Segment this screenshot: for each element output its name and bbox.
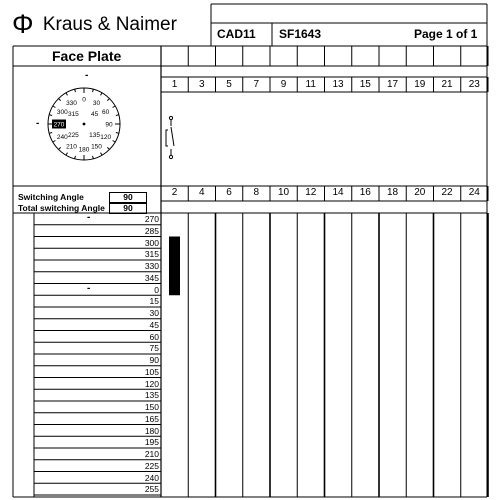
angle-label: 210 (144, 449, 159, 459)
dial-label: 150 (91, 143, 102, 151)
dial-tick (107, 99, 109, 101)
contact-number-bottom: 20 (414, 187, 426, 198)
dial-label: 315 (67, 110, 79, 118)
dial-tick (113, 141, 116, 143)
position-marker: - (87, 212, 91, 223)
contact-number-bottom: 12 (305, 187, 317, 198)
angle-label: 90 (149, 355, 159, 365)
angle-label: 240 (144, 472, 159, 483)
angle-label: 180 (144, 425, 159, 436)
angle-label: 135 (144, 390, 159, 401)
contact-number-bottom: 18 (386, 187, 399, 198)
contact-number-top: 7 (253, 79, 260, 90)
switching-angle-value: 90 (109, 192, 147, 203)
sf-code: SF1643 (279, 27, 322, 41)
total-switching-angle-value: 90 (109, 203, 147, 214)
dial-label: 180 (78, 146, 90, 154)
angle-label: 285 (144, 225, 159, 236)
contact-number-bottom: 22 (441, 187, 453, 198)
angle-label: 345 (144, 272, 159, 283)
brand-logo (12, 6, 177, 37)
dial-label: 135 (89, 132, 101, 140)
dial-tick (101, 93, 103, 96)
dial-label: 45 (90, 110, 99, 118)
angle-label: 0 (154, 284, 159, 295)
phi-symbol: Φ (12, 9, 34, 39)
dial-tick (53, 106, 56, 108)
face-plate-title: Face Plate (52, 48, 122, 64)
contact-number-bottom: 4 (198, 187, 205, 198)
dial-label: 240 (56, 134, 68, 142)
contact-number-top: 17 (386, 79, 399, 90)
dial-tick (93, 156, 94, 159)
dial-label: 0 (82, 96, 86, 104)
dial-label: 30 (92, 99, 101, 107)
angle-label: 195 (144, 437, 159, 448)
contact-number-top: 1 (171, 79, 178, 90)
dial-label: 270 (53, 121, 65, 129)
dial-tick (53, 141, 56, 143)
angle-label: 330 (144, 261, 159, 271)
angle-label: 30 (149, 308, 159, 318)
brand-name: Kraus & Naimer (42, 14, 177, 35)
dial-label: 60 (102, 109, 110, 117)
dial-tick (75, 89, 76, 92)
contact-blade (171, 127, 174, 146)
dial-tick (49, 115, 52, 116)
dial-tick (49, 133, 52, 134)
contact-number-top: 9 (280, 79, 287, 90)
angle-label: 255 (144, 484, 159, 495)
dial-tick (113, 106, 116, 108)
face-plate-dial (48, 88, 120, 160)
contact-number-top: 19 (414, 79, 426, 90)
contact-number-bottom: 6 (226, 187, 232, 198)
dial-tick (93, 89, 94, 92)
contact-symbol (166, 116, 174, 158)
dial-top-marker: - (85, 70, 89, 81)
dial-tick (59, 99, 61, 101)
dial-label: 300 (56, 109, 68, 117)
angle-label: 300 (144, 237, 159, 248)
contact-number-top: 23 (468, 79, 480, 90)
dial-tick (116, 115, 119, 116)
angle-label: 315 (144, 249, 159, 260)
angle-label: 270 (144, 214, 159, 224)
dial-label: 210 (66, 143, 77, 151)
dial-tick (107, 147, 109, 149)
total-switching-angle-label: Total switching Angle (18, 203, 105, 213)
contact-number-top: 5 (226, 79, 232, 90)
contact-number-top: 21 (441, 79, 453, 90)
angle-label: 45 (149, 319, 159, 330)
contact-number-bottom: 14 (332, 187, 344, 198)
contact-number-bottom: 16 (359, 187, 371, 198)
dial-tick (66, 93, 68, 96)
dial-label: 330 (66, 99, 77, 107)
dial-tick (66, 153, 68, 156)
contact-closed-bars (169, 237, 180, 296)
page-indicator: Page 1 of 1 (414, 27, 478, 41)
dial-tick (59, 147, 61, 149)
dial-left-marker: - (36, 118, 40, 129)
contact-number-bottom: 2 (171, 187, 178, 198)
dial-label: 90 (105, 121, 113, 129)
closed-contact-bar (169, 237, 180, 296)
angle-label: 225 (144, 460, 159, 471)
dial-tick (101, 153, 103, 156)
angle-label: 60 (149, 331, 159, 342)
contact-terminal (169, 155, 172, 158)
contact-terminal (169, 116, 172, 119)
contact-number-top: 13 (332, 79, 344, 90)
dial-tick (75, 156, 76, 159)
contact-bracket (166, 130, 168, 146)
dial-label: 225 (67, 132, 79, 140)
angle-label: 120 (144, 378, 159, 389)
contact-number-top: 15 (359, 79, 371, 90)
angle-label: 75 (149, 343, 159, 354)
contact-number-bottom: 10 (277, 187, 290, 198)
angle-label: 150 (144, 402, 159, 412)
contact-number-bottom: 24 (468, 187, 480, 198)
contact-number-top: 11 (305, 79, 316, 90)
contact-number-top: 3 (198, 79, 205, 90)
position-marker: - (87, 282, 91, 294)
type-code: CAD11 (217, 27, 256, 41)
angle-label: 105 (144, 366, 159, 377)
dial-tick (116, 133, 119, 134)
dial-label: 120 (100, 134, 112, 142)
angle-label: 165 (144, 413, 159, 424)
dial-center (83, 123, 86, 126)
angle-label: 15 (149, 296, 159, 307)
switching-angle-label: Switching Angle (18, 192, 84, 202)
contact-number-bottom: 8 (253, 187, 260, 198)
